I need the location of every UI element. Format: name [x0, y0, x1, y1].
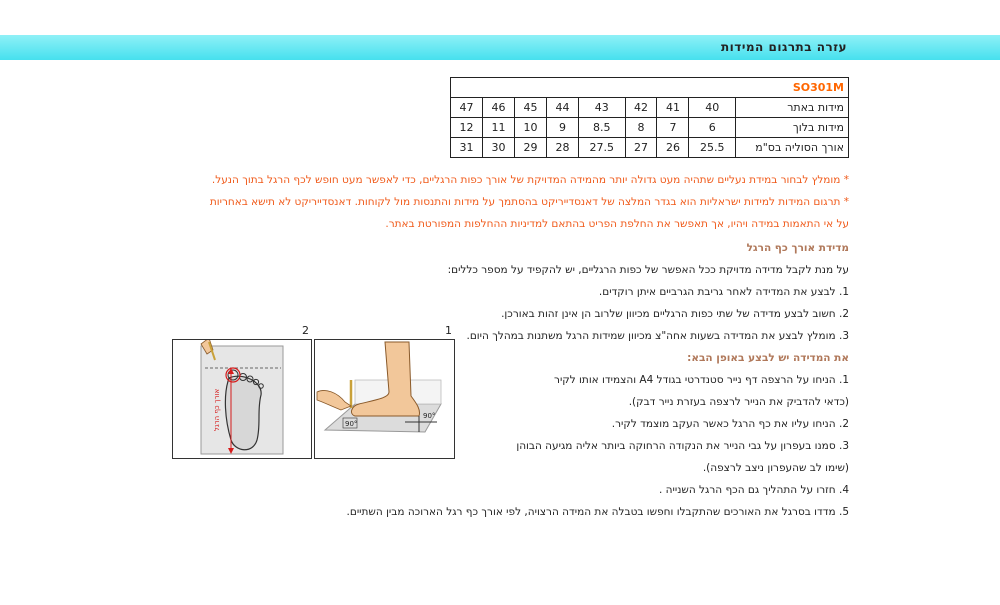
size-cell: 46	[483, 98, 515, 118]
size-cell: 47	[451, 98, 483, 118]
size-cell: 40	[689, 98, 736, 118]
product-code: SO301M	[451, 78, 849, 98]
rule-3: 3. מומלץ לבצע את המדידה בשעות אחה"צ מכיוון שמידות הרגל משתנות במהלך היום.	[466, 330, 849, 342]
step-1-note: (כדאי להדביק את הנייר לרצפה בעזרת נייר דבק).	[628, 396, 849, 408]
rule-2: 2. חשוב לבצע מדידה של שתי כפות הרגליים מכיוון שלרוב הן אינן זהות באורכן.	[501, 308, 849, 320]
step-4: 4. חזרו על התהליך גם הכף הרגל השנייה .	[658, 484, 849, 496]
size-cell: 28	[546, 138, 578, 158]
page-title: עזרה בתרגום המידות	[720, 40, 847, 54]
note-1: * מומלץ לבחור במידת נעליים שתהיה מעט גדולה יותר מהמידה המדויקת של אורך כפות הרגליים, כדי לאפשר מעט חופש לכף הרגל בתוך הנעל.	[211, 174, 849, 186]
size-cell: 7	[657, 118, 689, 138]
figure-foot-measure	[314, 339, 455, 459]
header-bar	[0, 35, 1000, 60]
rule-1: 1. לבצע את המדידה לאחר גריבת הגרביים איתן רוקדים.	[598, 286, 849, 298]
foot-outline-illustration	[173, 340, 311, 458]
size-cell: 45	[515, 98, 547, 118]
foot-length-label: אורך כף הרגל	[213, 388, 221, 432]
size-cell: 31	[451, 138, 483, 158]
note-3: על אי התאמות במידה ויהיו, אך תאפשר את החלפת הפריט בהתאם למדיניות ההחלפות המפורטת באתר.	[385, 218, 849, 230]
size-cell: 11	[483, 118, 515, 138]
foot-measure-illustration	[315, 340, 454, 458]
figure-1-label: 1	[445, 324, 452, 337]
size-cell: 26	[657, 138, 689, 158]
size-table	[450, 77, 849, 158]
figure-2-label: 2	[302, 324, 309, 337]
size-cell: 27	[625, 138, 657, 158]
size-cell: 42	[625, 98, 657, 118]
size-cell: 9	[546, 118, 578, 138]
step-3-note: (שימו לב שהעפרון ניצב לרצפה).	[702, 462, 849, 474]
step-2: 2. הניחו עליו את כף הרגל כאשר העקב מוצמד לקיר.	[611, 418, 849, 430]
size-row-label: אורך הסוליה בס"מ	[736, 138, 849, 158]
size-cell: 29	[515, 138, 547, 158]
step-5: 5. מדדו בסרגל את האורכים שהתקבלו וחפשו בטבלה את המידה הרצויה, לפי אורך כף רגל הארוכה מבין השתיים.	[346, 506, 849, 518]
size-cell: 27.5	[578, 138, 625, 158]
size-cell: 25.5	[689, 138, 736, 158]
size-cell: 6	[689, 118, 736, 138]
size-cell: 30	[483, 138, 515, 158]
size-cell: 44	[546, 98, 578, 118]
size-cell: 43	[578, 98, 625, 118]
size-cell: 10	[515, 118, 547, 138]
angle-label-1: 90°	[423, 412, 436, 420]
size-row-label: מידות באתר	[736, 98, 849, 118]
size-cell: 8.5	[578, 118, 625, 138]
step-1: 1. הניחו על הרצפה דף נייר סטנדרטי בגודל A4 והצמידו אותו לקיר	[554, 374, 849, 386]
size-row-label: מידות בלוך	[736, 118, 849, 138]
angle-label-2: 90°	[345, 420, 358, 428]
size-cell: 41	[657, 98, 689, 118]
size-table-row	[451, 118, 849, 138]
size-table-row	[451, 98, 849, 118]
note-2: * תרגום המידות למידות ישראליות הוא בגדר המלצה של דאנסדייריקט בהסתמך על מידות והתנסות מול לקוחות. דאנסדייריקט לא תישא באחריות	[209, 196, 849, 208]
size-cell: 12	[451, 118, 483, 138]
measure-heading: מדידת אורך כף הרגל	[746, 242, 849, 254]
size-table-code-row	[451, 78, 849, 98]
size-cell: 8	[625, 118, 657, 138]
figure-foot-outline	[172, 339, 312, 459]
how-heading: את המדידה יש לבצע באופן הבא:	[687, 352, 849, 364]
measure-intro: על מנת לקבל מדידה מדויקת ככל האפשר של כפות הרגליים, יש להקפיד על מספר כללים:	[447, 264, 849, 276]
step-3: 3. סמנו בעפרון על גבי הנייר את הנקודה הרחוקה ביותר אליה מגיעה הבוהן	[516, 440, 849, 452]
size-table-row	[451, 138, 849, 158]
